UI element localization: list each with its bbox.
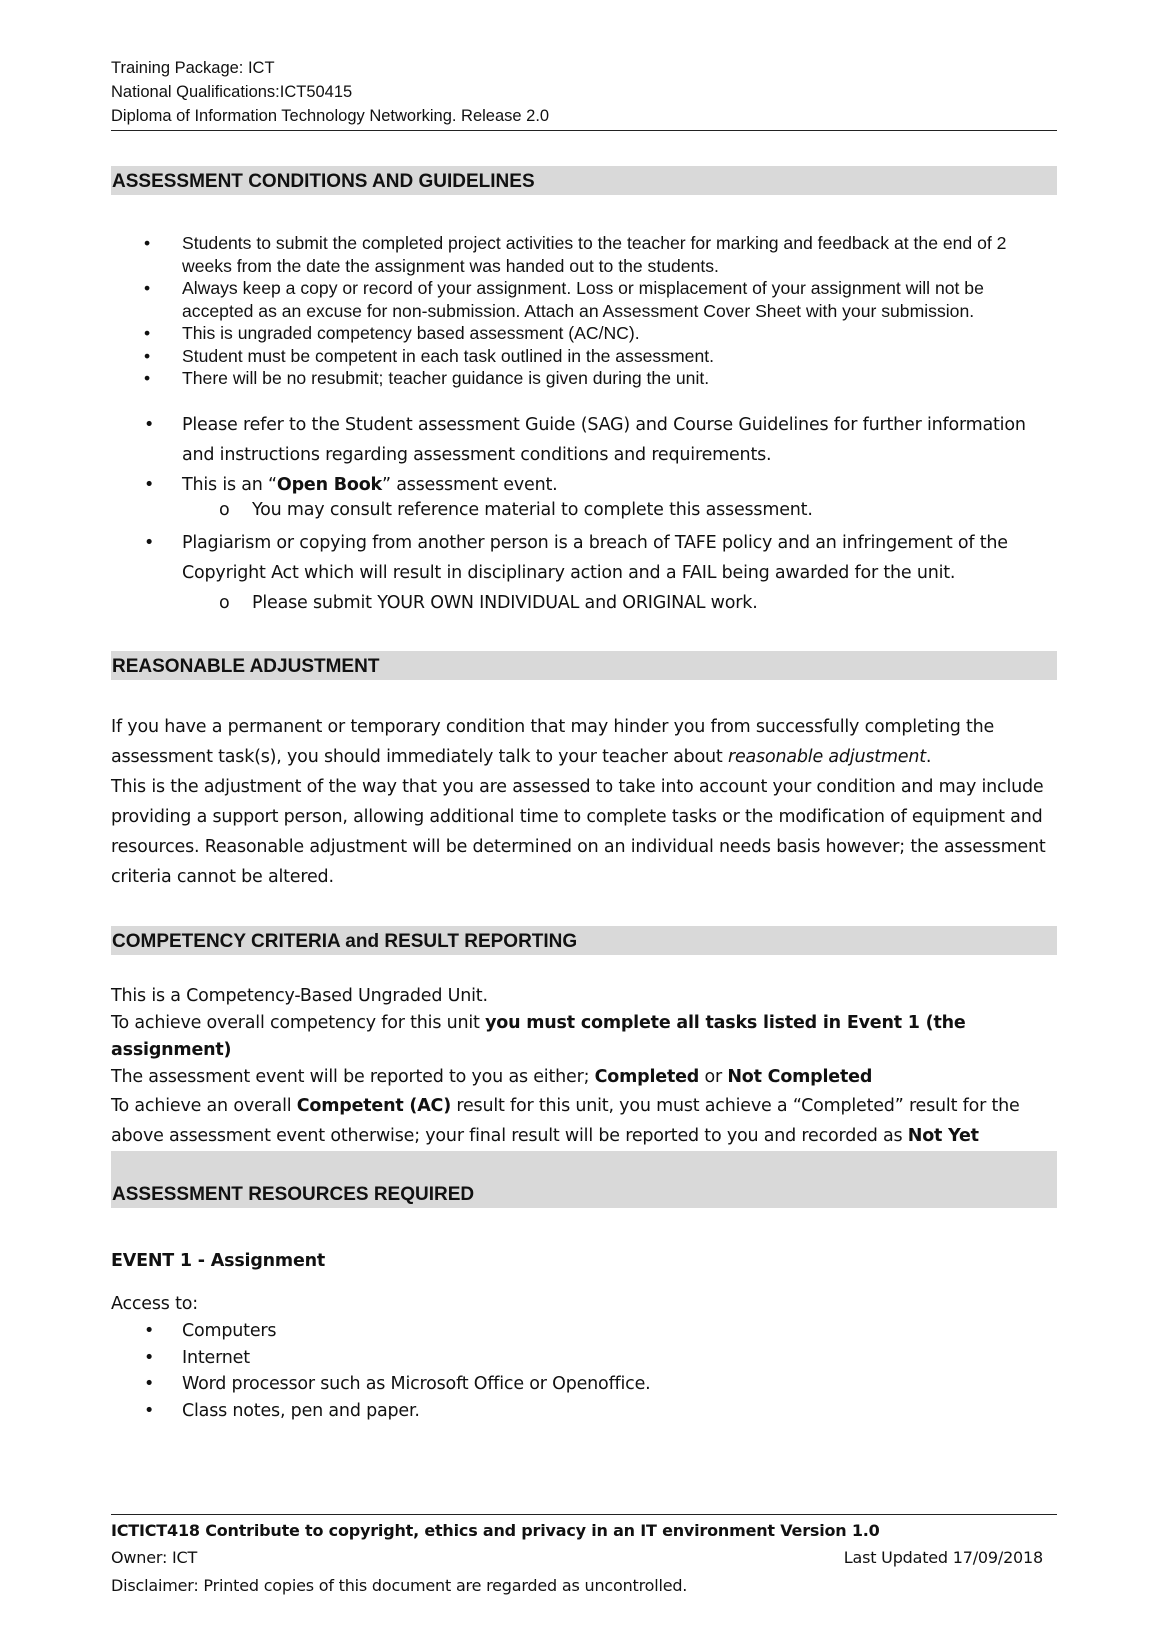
bullet-icon: • bbox=[144, 533, 155, 553]
competency-line-1: This is a Competency-Based Ungraded Unit. bbox=[111, 986, 488, 1006]
footer-owner: Owner: ICT bbox=[111, 1548, 198, 1567]
section-heading-competency: COMPETENCY CRITERIA and RESULT REPORTING bbox=[111, 926, 1057, 955]
section-heading-conditions: ASSESSMENT CONDITIONS AND GUIDELINES bbox=[111, 166, 1057, 195]
bullet-icon: • bbox=[144, 233, 151, 253]
sub-bullet-icon: o bbox=[219, 500, 230, 520]
plagiarism-subitem: o Please submit YOUR OWN INDIVIDUAL and ORIGINAL work. bbox=[111, 588, 1057, 618]
bullet-icon: • bbox=[144, 1321, 155, 1341]
adjustment-paragraph-1: If you have a permanent or temporary condition that may hinder you from successfully completing the assessment task(s), you should immediately talk to your teacher about reasonable adjustment. bbox=[111, 717, 995, 767]
adjustment-paragraph-2: This is the adjustment of the way that you are assessed to take into account your condition and may include providing a support person, allowing additional time to complete tasks or the modification of equipment and resources. Reasonable adjustment will be determined on an individual needs basis however; the assessment criteria cannot be altered. bbox=[111, 777, 1046, 887]
bullet-icon: • bbox=[144, 1374, 155, 1394]
competency-line-2: To achieve overall competency for this unit you must complete all tasks listed in Event 1 (the assignment) bbox=[111, 1013, 966, 1060]
list-item-open-book: • This is an “Open Book” assessment event. bbox=[111, 470, 1057, 500]
header-diploma: Diploma of Information Technology Networking. Release 2.0 bbox=[111, 104, 1057, 131]
bullet-icon: • bbox=[144, 323, 151, 343]
list-item: • Always keep a copy or record of your assignment. Loss or misplacement of your assignment will not be accepted as an excuse for non-submission. Attach an Assessment Cover Sheet with your submission. bbox=[144, 278, 984, 321]
conditions-list bbox=[111, 232, 1057, 390]
access-label: Access to: bbox=[111, 1294, 198, 1314]
footer-unit-title: ICTICT418 Contribute to copyright, ethics and privacy in an IT environment Version 1.0 bbox=[111, 1521, 880, 1540]
sub-bullet-icon: o bbox=[219, 593, 230, 613]
section-heading-adjustment: REASONABLE ADJUSTMENT bbox=[111, 651, 1057, 680]
competency-line-3: The assessment event will be reported to you as either; Completed or Not Completed bbox=[111, 1067, 873, 1087]
conditions-list-continued bbox=[111, 410, 1057, 500]
header-qualification: National Qualifications:ICT50415 bbox=[111, 83, 353, 101]
plagiarism-list bbox=[111, 528, 1057, 588]
page-footer bbox=[111, 1514, 1057, 1600]
event-heading: EVENT 1 - Assignment bbox=[111, 1251, 326, 1271]
list-item: • Class notes, pen and paper. bbox=[111, 1398, 1057, 1425]
page-header bbox=[111, 56, 1057, 131]
bullet-icon: • bbox=[144, 345, 151, 366]
footer-last-updated: Last Updated 17/09/2018 bbox=[843, 1548, 1043, 1567]
list-item: • Please refer to the Student assessment Guide (SAG) and Course Guidelines for further information and instructions regarding assessment conditions and requirements. bbox=[111, 410, 1057, 470]
footer-disclaimer: Disclaimer: Printed copies of this document are regarded as uncontrolled. bbox=[111, 1576, 688, 1595]
open-book-label: Open Book bbox=[276, 475, 382, 495]
list-item: • There will be no resubmit; teacher guidance is given during the unit. bbox=[144, 368, 710, 388]
list-item-plagiarism: • Plagiarism or copying from another person is a breach of TAFE policy and an infringement of the Copyright Act which will result in disciplinary action and a FAIL being awarded for the unit. bbox=[111, 528, 1057, 588]
header-training-package: Training Package: ICT bbox=[111, 59, 275, 77]
competency-line-4: To achieve an overall Competent (AC) result for this unit, you must achieve a “Completed” result for the above assessment event otherwise; your final result will be reported to you and recorded as Not Yet bbox=[111, 1096, 1020, 1146]
list-item: • Students to submit the completed project activities to the teacher for marking and feedback at the end of 2 weeks from the date the assignment was handed out to the students. bbox=[144, 233, 1007, 276]
bullet-icon: • bbox=[144, 1347, 155, 1368]
list-item: • This is ungraded competency based assessment (AC/NC). bbox=[144, 323, 640, 343]
bullet-icon: • bbox=[144, 278, 151, 298]
list-item: • Computers bbox=[111, 1318, 1057, 1345]
footer-owner-row bbox=[111, 1544, 1057, 1572]
list-item: • Word processor such as Microsoft Office or Openoffice. bbox=[111, 1371, 1057, 1398]
bullet-icon: • bbox=[144, 1400, 155, 1421]
open-book-subitem: o You may consult reference material to complete this assessment. bbox=[111, 495, 1057, 525]
list-item: • Internet bbox=[111, 1345, 1057, 1372]
bullet-icon: • bbox=[144, 368, 151, 388]
bullet-icon: • bbox=[144, 415, 155, 435]
bullet-icon: • bbox=[144, 475, 155, 495]
resources-list bbox=[111, 1318, 1057, 1424]
document-page bbox=[111, 0, 1057, 1638]
adjustment-text bbox=[111, 712, 1057, 892]
section-heading-resources: ASSESSMENT RESOURCES REQUIRED bbox=[111, 1151, 1057, 1208]
reasonable-adjustment-term: reasonable adjustment bbox=[727, 747, 926, 767]
list-item: • Student must be competent in each task outlined in the assessment. bbox=[144, 345, 715, 366]
